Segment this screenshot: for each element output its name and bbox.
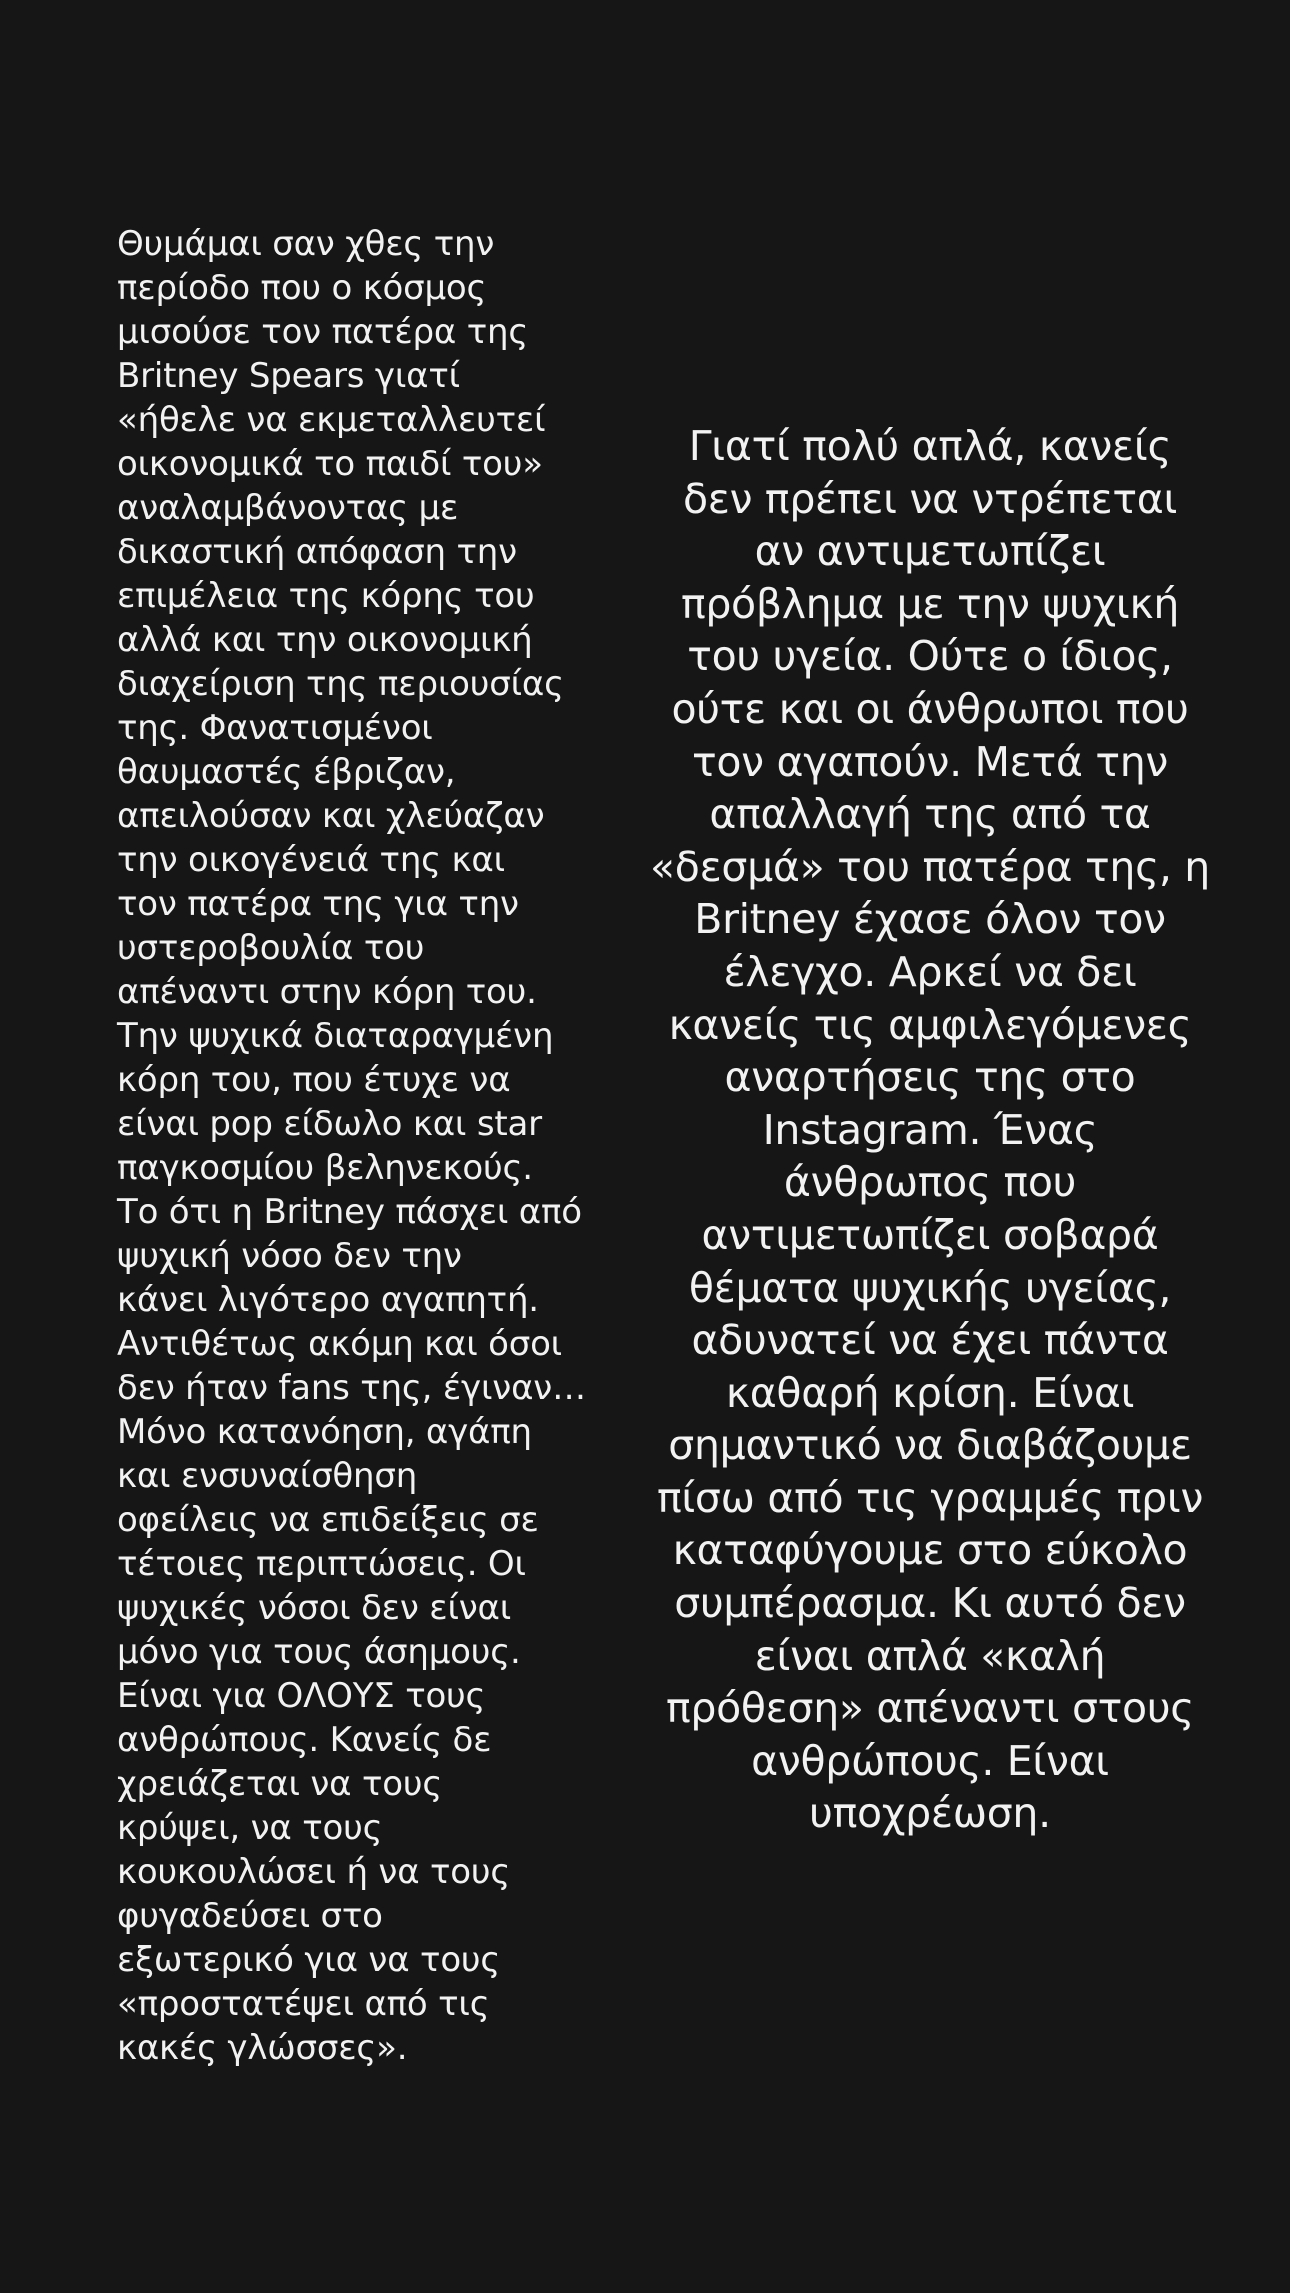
left-text-block: Θυμάμαι σαν χθες την περίοδο που ο κόσμος μισούσε τον πατέρα της Britney Spears γιατί «ήθελε να εκμεταλλευτεί οικονομικά το παιδί του» αναλαμβάνοντας με δικαστική απόφαση την επιμέλεια της κόρης του αλλά και την οικονομική διαχείριση της περιουσίας της. Φανατισμένοι θαυμαστές έβριζαν, απειλούσαν και χλεύαζαν την οικογένειά της και τον πατέρα της για την υστεροβουλία του απέναντι στην κόρη του. Την ψυχικά διαταραγμένη κόρη του, που έτυχε να είναι pop είδωλο και star παγκοσμίου βεληνεκούς. Το ότι η Britney πάσχει από ψυχική νόσο δεν την κάνει λιγότερο αγαπητή. Αντιθέτως ακόμη και όσοι δεν ήταν fans της, έγιναν… Μόνο κατανόηση, αγάπη και ενσυναίσθηση οφείλεις να επιδείξεις σε τέτοιες περιπτώσεις. Οι ψυχικές νόσοι δεν είναι μόνο για τους άσημους. Είναι για ΟΛΟΥΣ τους ανθρώπους. Κανείς δε χρειάζεται να τους κρύψει, να τους κουκουλώσει ή να τους φυγαδεύσει στο εξωτερικό για να τους «προστατέψει από τις κακές γλώσσες». <box>117 224 586 2068</box>
right-text-block: Γιατί πολύ απλά, κανείς δεν πρέπει να ντρέπεται αν αντιμετωπίζει πρόβλημα με την ψυχική του υγεία. Ούτε ο ίδιος, ούτε και οι άνθρωποι που τον αγαπούν. Μετά την απαλλαγή της από τα «δεσμά» του πατέρα της, η Britney έχασε όλον τον έλεγχο. Αρκεί να δει κανείς τις αμφιλεγόμενες αναρτήσεις της στο Instagram. Ένας άνθρωπος που αντιμετωπίζει σοβαρά θέματα ψυχικής υγείας, αδυνατεί να έχει πάντα καθαρή κρίση. Είναι σημαντικό να διαβάζουμε πίσω από τις γραμμές πριν καταφύγουμε στο εύκολο συμπέρασμα. Κι αυτό δεν είναι απλά «καλή πρόθεση» απέναντι στους ανθρώπους. Είναι υποχρέωση. <box>650 422 1210 1838</box>
